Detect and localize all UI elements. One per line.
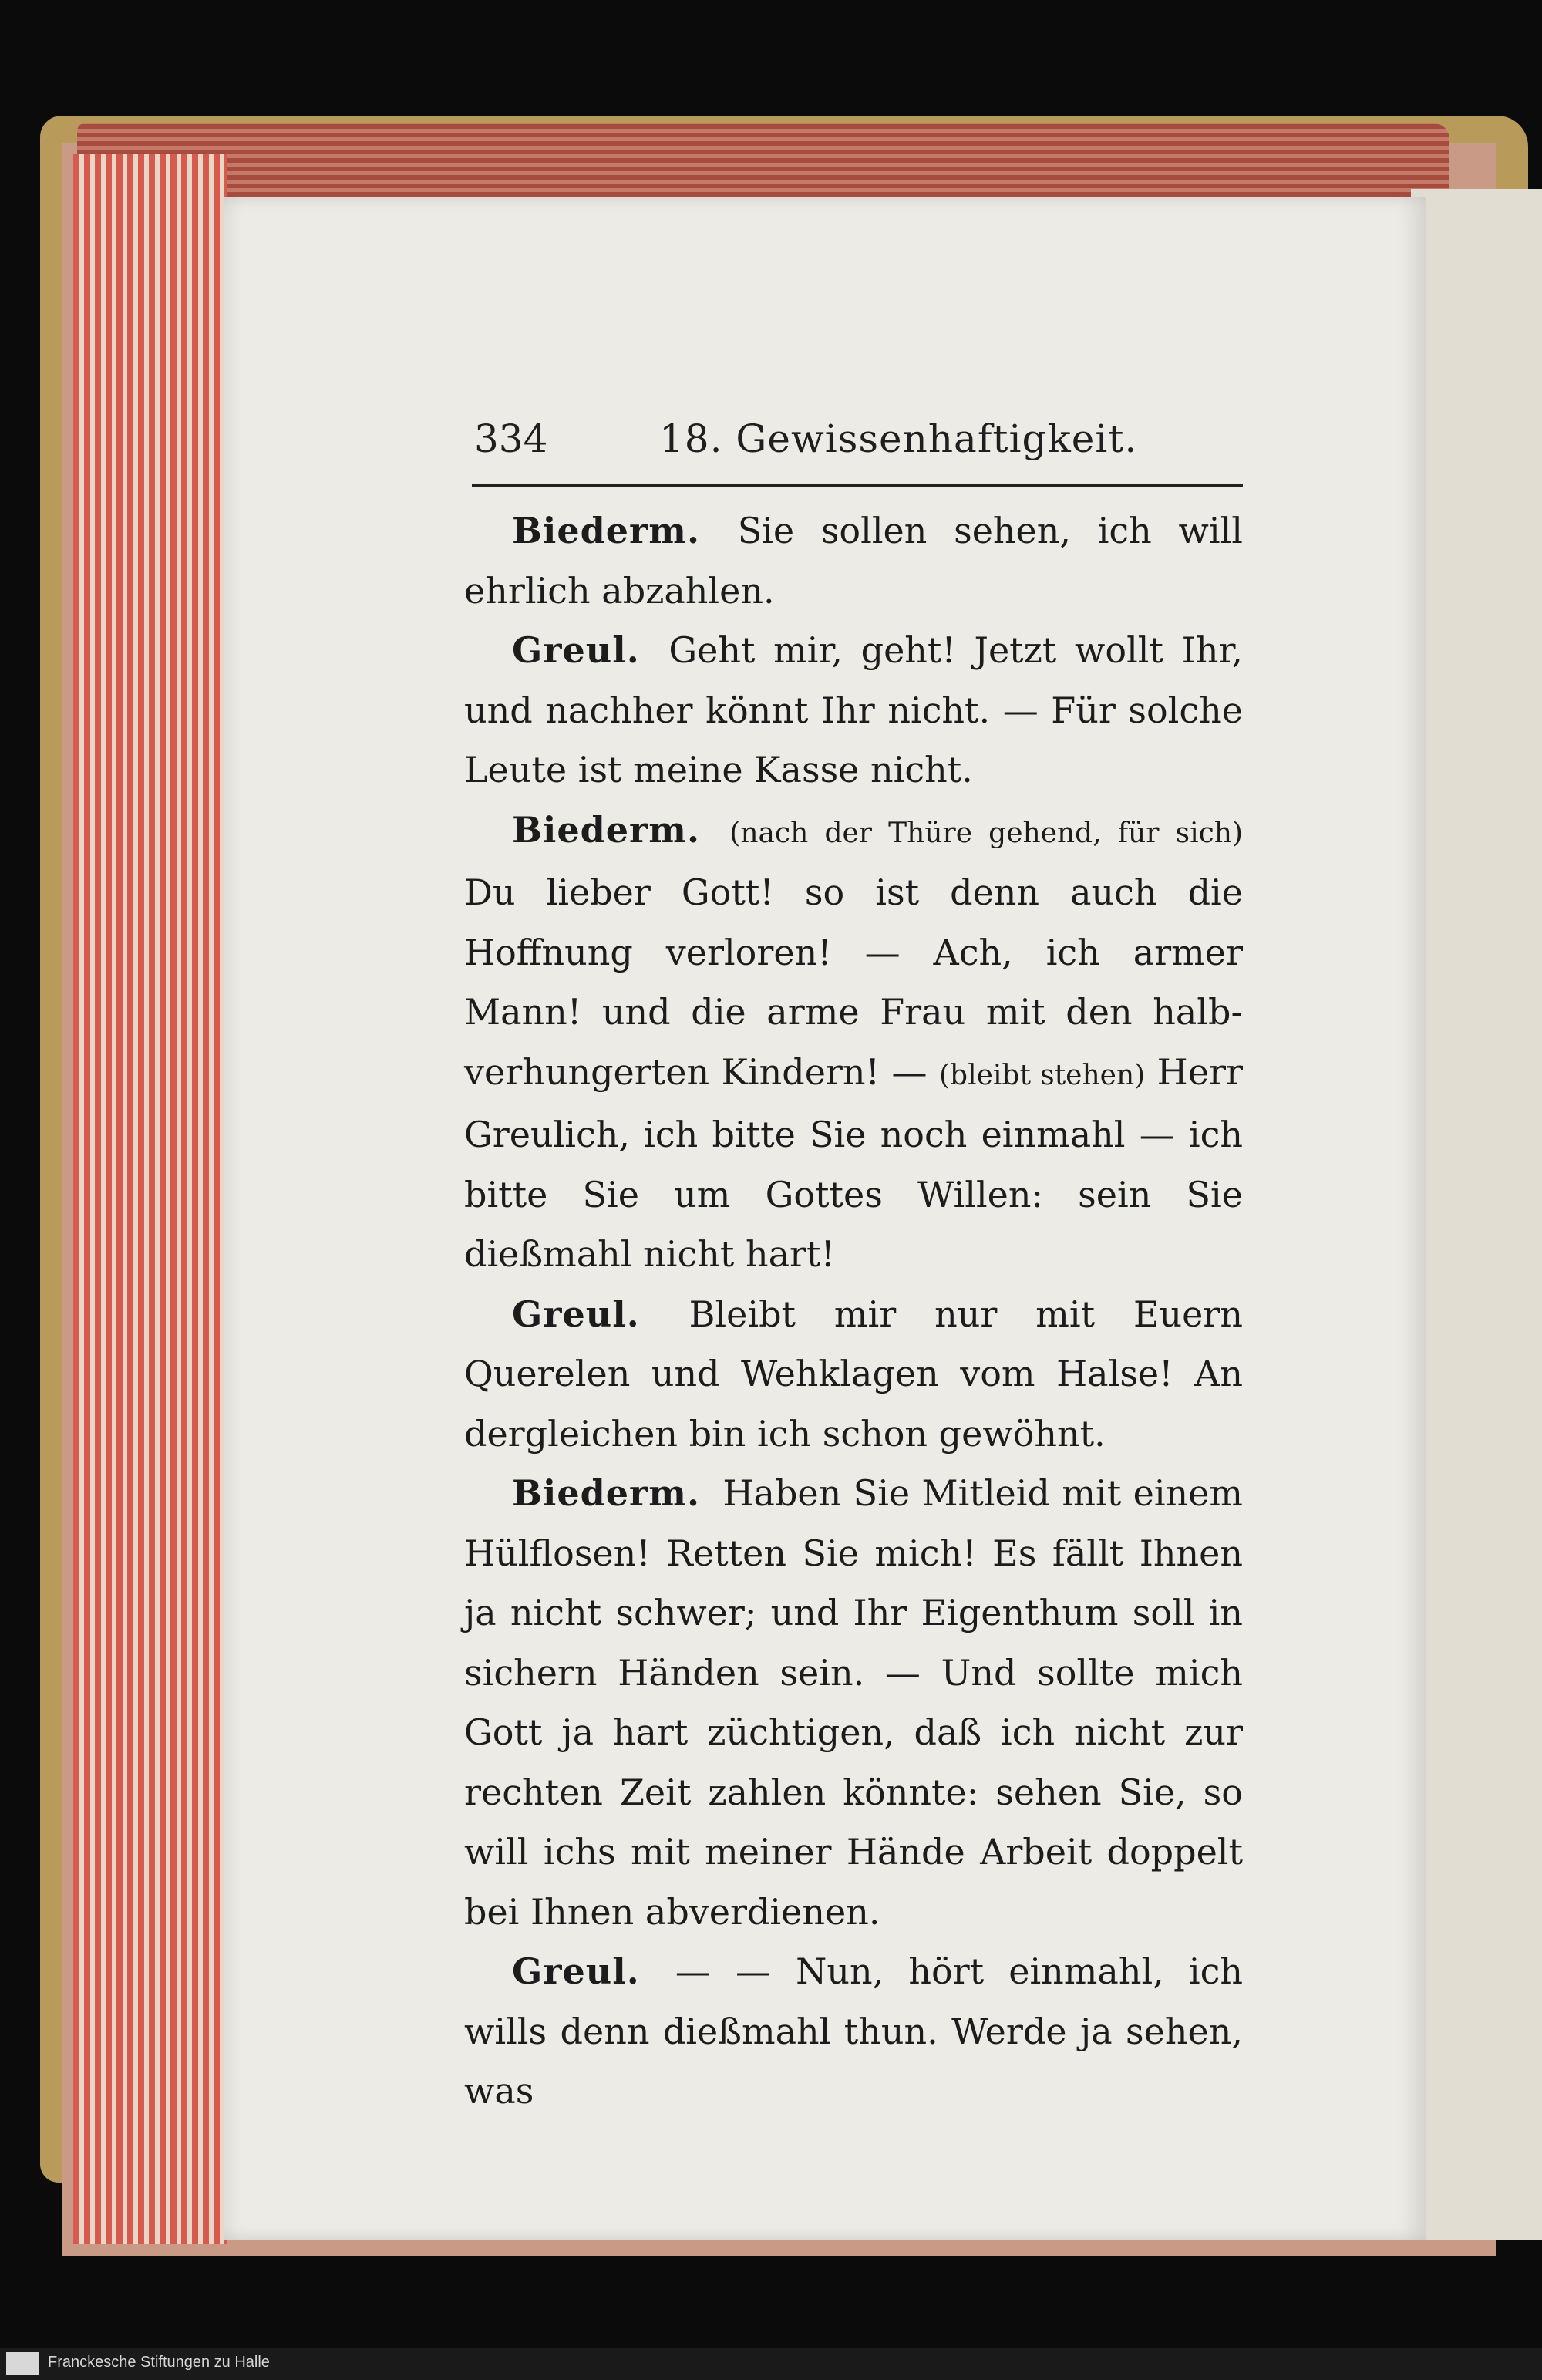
dialogue-text: Herr Greulich, ich bitte Sie noch einmahl — ich bitte Sie um Gottes Willen: sein Sie dießmahl nicht hart! [464,1050,1243,1275]
dialogue-text: Haben Sie Mitleid mit einem Hülflosen! Retten Sie mich! Es fällt Ihnen ja nicht schwer; und Ihr Eigenthum soll in sichern Händen sein. — Und sollte mich Gott ja hart züchtigen, daß ich nicht zur rechten Zeit zahlen könnte: sehen Sie, so will ichs mit meiner Hände Arbeit doppelt bei Ihnen abverdienen. [464,1472,1244,1933]
stage-direction: (bleibt stehen) [938,1059,1146,1091]
speaker-name: Biederm. [512,510,700,551]
dialogue-paragraph [464,1285,1243,1465]
page-number: 334 [474,416,548,461]
footer-bar [0,2348,1542,2380]
dialogue-text: Geht mir, geht! Jetzt wollt Ihr, und nachher könnt Ihr nicht. — Für solche Leute ist meine Kasse nicht. [464,629,1243,791]
dialogue-text: Du lieber Gott! so ist denn auch die Hoffnung verloren! — Ach, ich armer Mann! und die arme Frau mit den halb-verhungerten Kindern! — [464,871,1243,1093]
institution-logo-icon [6,2352,39,2375]
page-text [464,501,1243,2122]
dialogue-paragraph [464,801,1243,1285]
speaker-name: Biederm. [512,1472,700,1514]
right-facing-page [1411,189,1542,2240]
dialogue-paragraph [464,1942,1243,2122]
header-rule [472,484,1243,487]
speaker-name: Greul. [512,1293,640,1335]
dialogue-text: — — Nun, hört einmahl, ich wills denn dießmahl thun. Werde ja sehen, was [464,1950,1244,2112]
speaker-name: Greul. [512,1950,640,1992]
chapter-title: 18. Gewissenhaftigkeit. [659,416,1138,461]
speaker-name: Greul. [512,629,640,671]
dialogue-paragraph [464,501,1243,621]
dialogue-text: Bleibt mir nur mit Euern Querelen und Wehklagen vom Halse! An dergleichen bin ich schon gewöhnt. [464,1293,1244,1455]
dialogue-paragraph [464,621,1243,801]
top-page-edge [77,123,1449,197]
dialogue-text: Sie sollen sehen, ich will ehrlich abzahlen. [464,510,1244,612]
page-header [474,416,1261,478]
red-page-edges [73,154,227,2244]
speaker-name: Biederm. [512,808,700,851]
institution-name: Franckesche Stiftungen zu Halle [48,2354,270,2371]
stage-direction: (nach der Thüre gehend, für sich) [729,817,1244,849]
dialogue-paragraph [464,1464,1243,1942]
